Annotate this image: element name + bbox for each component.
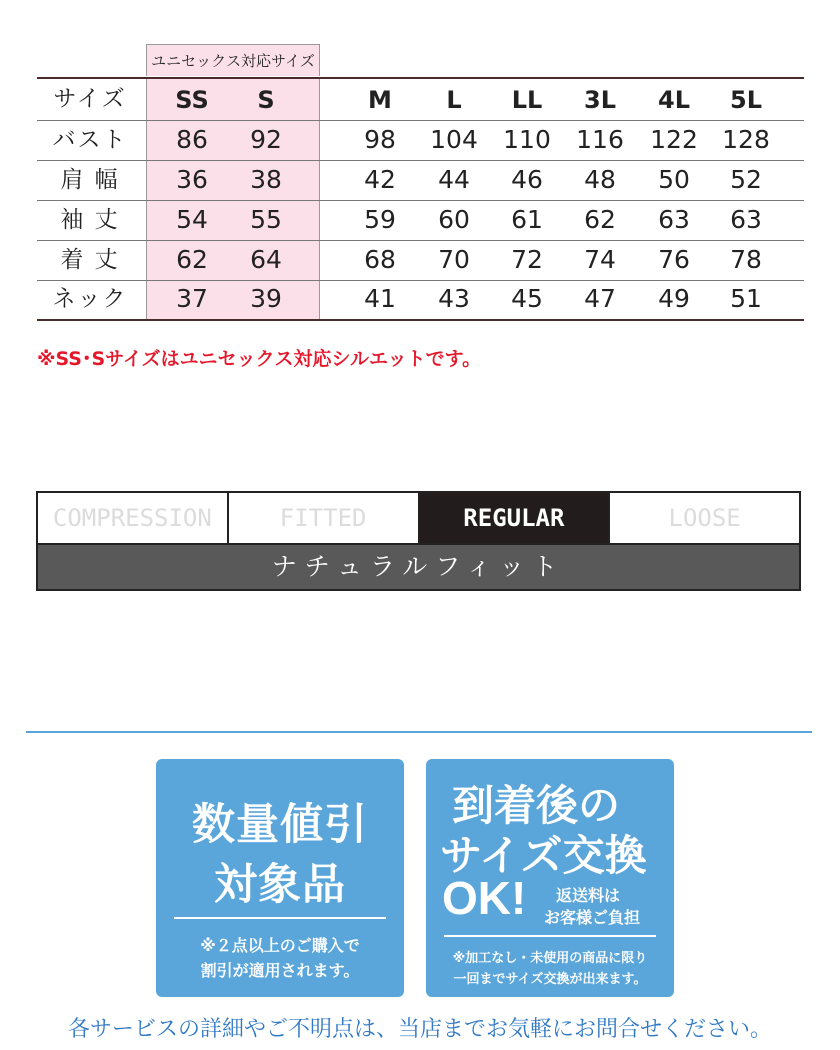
card2-title-line2: サイズ交換	[440, 831, 647, 880]
table-cell: 51	[730, 284, 762, 313]
size-header-l: L	[446, 86, 462, 114]
table-cell: 47	[584, 284, 616, 313]
fit-scale	[36, 491, 801, 545]
table-cell: 122	[650, 125, 698, 154]
card1-note-line2: 割引が適用されます。	[200, 961, 360, 980]
unisex-size-tag: ユニセックス対応サイズ	[146, 44, 320, 76]
table-cell: 92	[250, 125, 282, 154]
table-cell: 78	[730, 245, 762, 274]
table-cell: 48	[584, 165, 616, 194]
table-cell: 39	[250, 284, 282, 313]
table-cell: 50	[658, 165, 690, 194]
table-cell: 43	[438, 284, 470, 313]
table-cell: 45	[511, 284, 543, 313]
table-cell: 37	[176, 284, 208, 313]
card2-fee-line1: 返送料は	[556, 886, 621, 905]
table-cell: 49	[658, 284, 690, 313]
card2-divider	[444, 935, 656, 937]
size-header-m: M	[368, 86, 392, 114]
size-header-4l: 4L	[658, 86, 690, 114]
size-exchange-card	[426, 759, 674, 997]
table-cell: 62	[584, 205, 616, 234]
card1-divider	[174, 917, 386, 919]
size-header-label: サイズ	[53, 86, 127, 112]
fit-description: ナチュラルフィット	[36, 545, 801, 591]
table-cell: 63	[658, 205, 690, 234]
table-cell: 64	[250, 245, 282, 274]
table-top-rule	[37, 77, 804, 79]
table-cell: 72	[511, 245, 543, 274]
table-cell: 60	[438, 205, 470, 234]
row-label-shoulder: 肩 幅	[60, 167, 120, 193]
table-cell: 62	[176, 245, 208, 274]
table-cell: 46	[511, 165, 543, 194]
card1-title-line1: 数量値引	[192, 800, 368, 850]
table-cell: 116	[576, 125, 624, 154]
table-cell: 74	[584, 245, 616, 274]
card2-ok-mark: OK!	[442, 872, 527, 924]
size-header-3l: 3L	[584, 86, 616, 114]
table-cell: 70	[438, 245, 470, 274]
row-label-sleeve: 袖 丈	[60, 207, 120, 233]
table-cell: 36	[176, 165, 208, 194]
table-cell: 68	[364, 245, 396, 274]
table-cell: 54	[176, 205, 208, 234]
card2-note-line1: ※加工なし・未使用の商品に限り	[452, 951, 648, 966]
contact-note: 各サービスの詳細やご不明点は、当店までお気軽にお問合せください。	[67, 1017, 772, 1042]
table-bottom-rule	[37, 319, 804, 321]
table-cell: 63	[730, 205, 762, 234]
table-cell: 86	[176, 125, 208, 154]
quantity-discount-card	[156, 759, 404, 997]
table-cell: 52	[730, 165, 762, 194]
card1-title-line2: 対象品	[214, 860, 346, 910]
table-cell: 38	[250, 165, 282, 194]
card2-title-line1: 到着後の	[452, 781, 621, 830]
table-cell: 59	[364, 205, 396, 234]
fit-option-compression: COMPRESSION	[38, 493, 229, 543]
size-header-5l: 5L	[730, 86, 762, 114]
card1-note-line1: ※２点以上のご購入で	[200, 936, 360, 955]
size-header-ll: LL	[511, 86, 543, 114]
table-cell: 41	[364, 284, 396, 313]
table-cell: 42	[364, 165, 396, 194]
fit-option-regular: REGULAR	[420, 493, 611, 543]
size-header-ss: SS	[175, 86, 209, 114]
section-divider	[26, 731, 812, 733]
card2-note-line2: 一回までサイズ交換が出来ます。	[453, 972, 647, 987]
card2-fee-line2: お客様ご負担	[544, 908, 641, 927]
table-cell: 110	[503, 125, 551, 154]
row-label-length: 着 丈	[60, 247, 120, 273]
table-cell: 76	[658, 245, 690, 274]
unisex-note: ※SS･Sサイズはユニセックス対応シルエットです。	[37, 348, 482, 370]
table-cell: 44	[438, 165, 470, 194]
size-header-s: S	[257, 86, 275, 114]
table-cell: 128	[722, 125, 770, 154]
table-cell: 98	[364, 125, 396, 154]
table-cell: 55	[250, 205, 282, 234]
fit-option-fitted: FITTED	[229, 493, 420, 543]
fit-option-loose: LOOSE	[668, 504, 741, 532]
row-label-neck: ネック	[52, 286, 128, 312]
row-label-bust: バスト	[52, 127, 128, 153]
table-cell: 61	[511, 205, 543, 234]
table-cell: 104	[430, 125, 478, 154]
